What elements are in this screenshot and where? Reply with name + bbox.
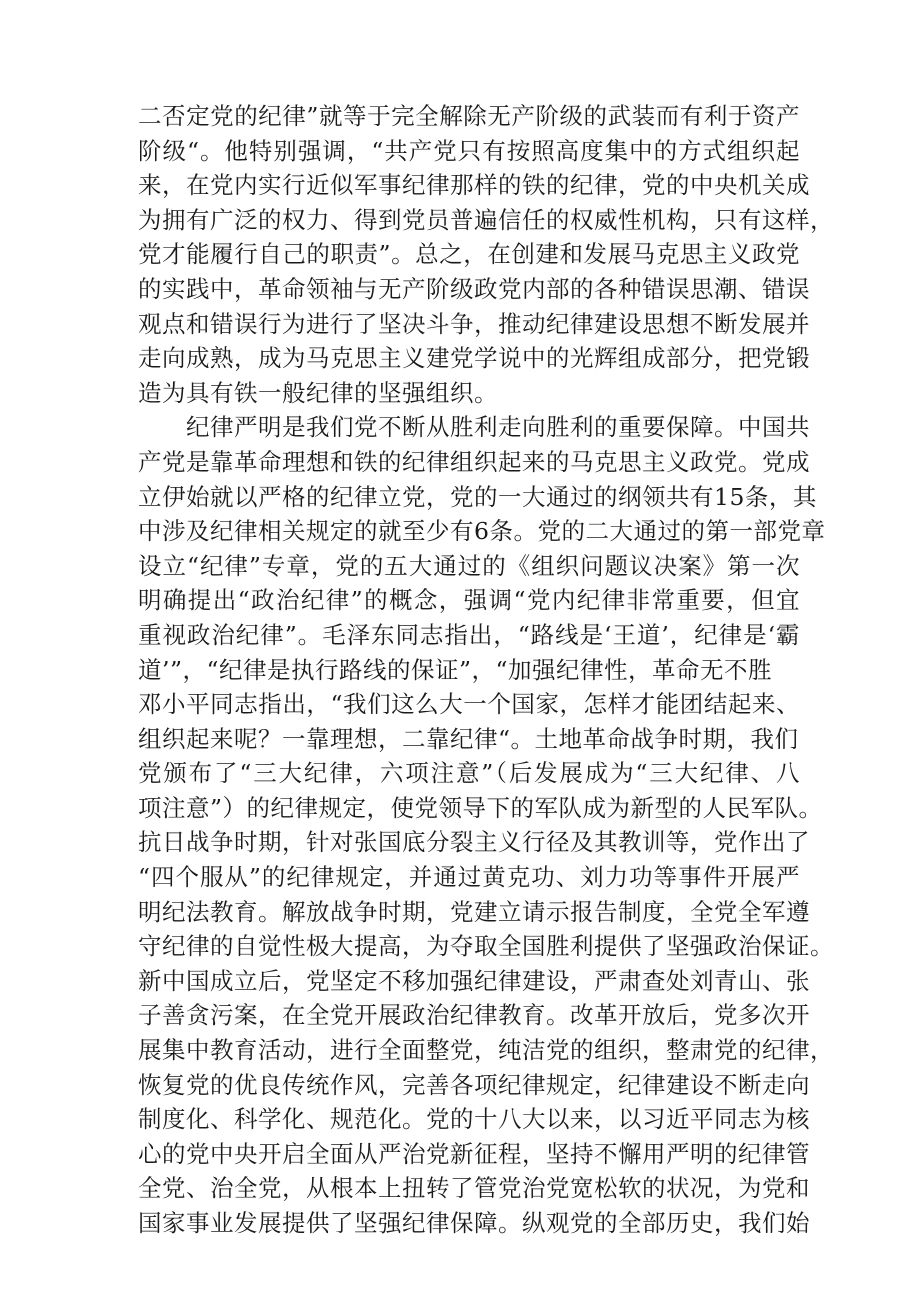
text-line: 守纪律的自觉性极大提高，为夺取全国胜利提供了坚强政治保证。	[138, 932, 834, 961]
text-line: 设立“纪律”专章，党的五大通过的《组织问题议决案》第一次	[138, 551, 800, 580]
text-line: 走向成熟，成为马克思主义建党学说中的光辉组成部分，把党锻	[138, 344, 810, 373]
text-line: 新中国成立后，党坚定不移加强纪律建设，严肃查处刘青山、张	[138, 966, 810, 995]
text-line: 心的党中央开启全面从严治党新征程，坚持不懈用严明的纪律管	[138, 1139, 810, 1168]
text-line: 子善贪污案，在全党开展政治纪律教育。改革开放后，党多次开	[138, 1001, 810, 1030]
text-line: 中涉及纪律相关规定的就至少有6条。党的二大通过的第一部党章	[138, 517, 826, 546]
text-line: 造为具有铁一般纪律的坚强组织。	[138, 378, 498, 407]
document-body	[138, 99, 834, 1241]
text-line: 恢复党的优良传统作风，完善各项纪律规定，纪律建设不断走向	[138, 1070, 810, 1099]
text-line: 展集中教育活动，进行全面整党，纯洁党的组织，整肃党的纪律，	[138, 1036, 834, 1065]
text-line: 产党是靠革命理想和铁的纪律组织起来的马克思主义政党。党成	[138, 447, 810, 476]
text-line: 明纪法教育。解放战争时期，党建立请示报告制度，全党全军遵	[138, 897, 810, 926]
text-line: 来，在党内实行近似军事纪律那样的铁的纪律，党的中央机关成	[138, 171, 810, 200]
text-line: 纪律严明是我们党不断从胜利走向胜利的重要保障。中国共	[186, 413, 810, 442]
text-line: 全党、治全党，从根本上扭转了管党治党宽松软的状况，为党和	[138, 1174, 810, 1203]
text-line: 项注意”）的纪律规定，使党领导下的军队成为新型的人民军队。	[138, 793, 823, 822]
text-line: 重视政治纪律”。毛泽东同志指出，“路线是‘王道’，纪律是‘霸	[138, 620, 800, 649]
text-line: 阶级“。他特别强调，“共产党只有按照高度集中的方式组织起	[138, 136, 800, 165]
text-line: 国家事业发展提供了坚强纪律保障。纵观党的全部历史，我们始	[138, 1209, 810, 1237]
text-line: 制度化、科学化、规范化。党的十八大以来，以习近平同志为核	[138, 1105, 810, 1134]
text-line: 道’”，“纪律是执行路线的保证”，“加强纪律性，革命无不胜	[138, 655, 773, 684]
text-line: 为拥有广泛的权力、得到党员普遍信任的权威性机构，只有这样，	[138, 205, 834, 234]
paragraph-1	[138, 99, 834, 410]
text-line: 党才能履行自己的职责”。总之，在创建和发展马克思主义政党	[138, 240, 800, 269]
text-line: 抗日战争时期，针对张国底分裂主义行径及其教训等，党作出了	[138, 828, 810, 857]
text-line: 立伊始就以严格的纪律立党，党的一大通过的纲领共有15条，其	[138, 482, 817, 511]
text-line: 党颁布了“三大纪律，六项注意”（后发展成为“三大纪律、八	[138, 759, 800, 788]
text-line: 的实践中，革命领袖与无产阶级政党内部的各种错误思潮、错误	[138, 274, 810, 303]
text-line: 邓小平同志指出，“我们这么大一个国家，怎样才能团结起来、	[138, 690, 800, 719]
paragraph-2	[138, 410, 834, 1240]
text-line: 观点和错误行为进行了坚决斗争，推动纪律建设思想不断发展并	[138, 309, 810, 338]
text-line: 组织起来呢？一靠理想，二靠纪律“。土地革命战争时期，我们	[138, 724, 799, 753]
text-line: 二否定党的纪律”就等于完全解除无产阶级的武装而有利于资产	[138, 102, 800, 130]
text-line: 明确提出“政治纪律”的概念，强调“党内纪律非常重要，但宜	[138, 586, 800, 615]
text-line: “四个服从”的纪律规定，并通过黄克功、刘力功等事件开展严	[138, 863, 800, 892]
